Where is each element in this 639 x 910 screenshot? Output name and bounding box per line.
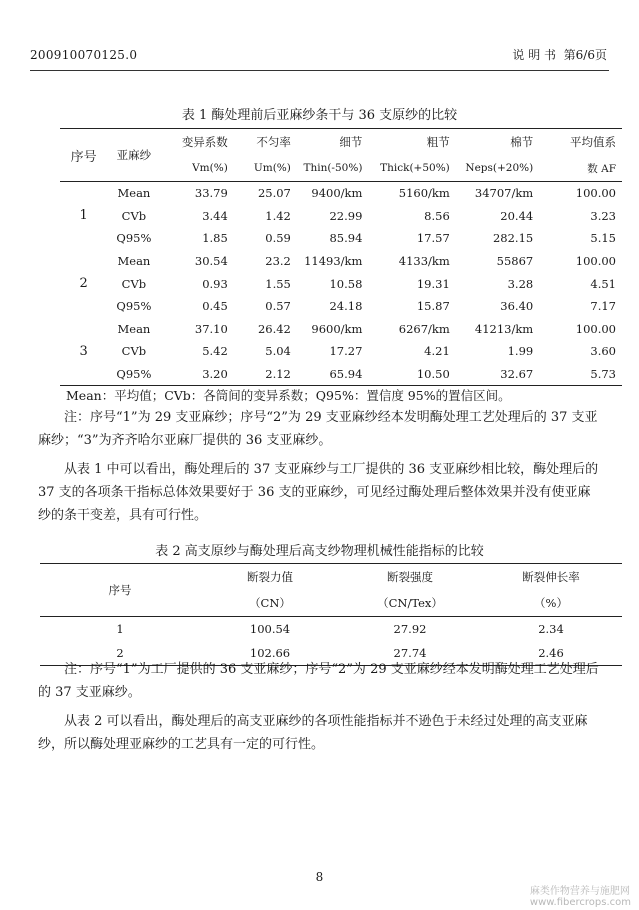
table2-header-top: 断裂力值 bbox=[247, 570, 293, 584]
table1-yarn-header: 亚麻纱 bbox=[107, 129, 160, 182]
table1-cell: 20.44 bbox=[500, 208, 534, 223]
table2-header-row-top bbox=[40, 564, 622, 591]
table-row bbox=[60, 295, 622, 318]
table1-cell: 3.20 bbox=[202, 367, 228, 382]
table-row bbox=[60, 363, 622, 386]
table2-header-top: 断裂伸长率 bbox=[522, 570, 580, 584]
table2-seq-header: 序号 bbox=[40, 564, 200, 617]
page-number: 8 bbox=[315, 870, 324, 884]
table1-seq-header: 序号 bbox=[60, 129, 107, 182]
table-row bbox=[60, 250, 622, 273]
table1-cell: 0.45 bbox=[202, 299, 228, 314]
table1-cell: 1.99 bbox=[507, 344, 534, 359]
table1-cell: 9400/km bbox=[311, 186, 363, 201]
table1-cell: 15.87 bbox=[416, 299, 450, 314]
table1-cell: 1.42 bbox=[265, 208, 291, 223]
table1 bbox=[60, 128, 622, 386]
table-row bbox=[60, 318, 622, 341]
table1-header-bottom: Thick(+50%) bbox=[362, 155, 449, 182]
table1-legend: Mean：平均值；CVb：各筒间的变异系数；Q95%：置信度 95%的置信区间。 bbox=[66, 388, 511, 403]
table1-cell: 23.2 bbox=[265, 254, 291, 269]
table1-cell: 5160/km bbox=[398, 186, 450, 201]
table2-seq-cell: 2 bbox=[116, 646, 124, 660]
table1-row-label: Q95% bbox=[116, 299, 152, 314]
table2-cell: 2.34 bbox=[538, 622, 564, 636]
table1-cell: 25.07 bbox=[257, 186, 291, 201]
table1-header-top: 变异系数 bbox=[181, 135, 228, 149]
table1-cell: 17.57 bbox=[416, 231, 450, 246]
header-right bbox=[512, 46, 607, 63]
table1-cell: 100.00 bbox=[575, 186, 616, 201]
table1-header-bottom: Thin(-50%) bbox=[291, 155, 363, 182]
table1-cell: 3.60 bbox=[590, 344, 616, 359]
table1-header-bottom: Neps(+20%) bbox=[450, 155, 533, 182]
table1-header-top: 粗节 bbox=[426, 135, 450, 149]
table-row bbox=[60, 272, 622, 295]
table2-header-top: 断裂强度 bbox=[387, 570, 433, 584]
table1-cell: 30.54 bbox=[194, 254, 228, 269]
header-rule bbox=[30, 70, 609, 71]
table1-cell: 10.58 bbox=[329, 276, 363, 291]
table1-cell: 282.15 bbox=[492, 231, 534, 246]
table1-cell: 0.57 bbox=[265, 299, 291, 314]
table1-row-label: Q95% bbox=[116, 367, 152, 382]
table1-cell: 55867 bbox=[496, 254, 534, 269]
table1-header-top: 平均值系 bbox=[570, 135, 616, 149]
table1-row-label: Mean bbox=[117, 186, 151, 201]
watermark-title: 麻类作物营养与施肥网 bbox=[529, 886, 630, 897]
table1-cell: 0.93 bbox=[202, 276, 228, 291]
table1-cell: 3.23 bbox=[590, 208, 616, 223]
table1-row-label: CVb bbox=[121, 276, 147, 291]
table1-cell: 24.18 bbox=[329, 299, 363, 314]
table1-cell: 100.00 bbox=[575, 254, 616, 269]
table1-cell: 10.50 bbox=[416, 367, 450, 382]
table1-header-top: 细节 bbox=[339, 135, 363, 149]
table1-cell: 26.42 bbox=[257, 321, 291, 336]
table1-header-bottom: Vm(%) bbox=[161, 155, 228, 182]
table2-caption: 表 2 高支原纱与酶处理后高支纱物理机械性能指标的比较 bbox=[155, 544, 484, 559]
table1-header-bottom: 数 AF bbox=[533, 155, 622, 182]
table1-cell: 3.44 bbox=[202, 208, 228, 223]
table1-cell: 5.73 bbox=[590, 367, 616, 382]
table2-cell: 2.46 bbox=[538, 646, 564, 660]
table2-header-bottom: （CN/Tex） bbox=[340, 590, 480, 617]
table1-row-label: Mean bbox=[117, 321, 151, 336]
table1-row-label: Q95% bbox=[116, 231, 152, 246]
table-row bbox=[60, 182, 622, 205]
table1-cell: 41213/km bbox=[474, 321, 534, 336]
section-title: 说 明 书 bbox=[512, 48, 557, 62]
table1-header-row-top bbox=[60, 129, 622, 156]
table2-seq-cell: 1 bbox=[116, 622, 124, 636]
table1-cell: 11493/km bbox=[304, 254, 363, 269]
table2-header-bottom: （%） bbox=[480, 590, 622, 617]
table1-cell: 19.31 bbox=[416, 276, 450, 291]
table1-cell: 37.10 bbox=[194, 321, 228, 336]
table-row bbox=[40, 617, 622, 642]
table1-cell: 3.28 bbox=[507, 276, 534, 291]
table2 bbox=[40, 563, 622, 666]
table1-cell: 65.94 bbox=[329, 367, 363, 382]
table1-cell: 9600/km bbox=[311, 321, 363, 336]
table1-row-label: CVb bbox=[121, 208, 147, 223]
table-row bbox=[60, 205, 622, 228]
table1-cell: 5.04 bbox=[265, 344, 291, 359]
table1-cell: 34707/km bbox=[474, 186, 534, 201]
table1-seq-cell: 2 bbox=[79, 276, 88, 292]
table1-cell: 7.17 bbox=[590, 299, 616, 314]
document-number: 200910070125.0 bbox=[30, 48, 138, 62]
table1-seq-cell: 3 bbox=[79, 343, 88, 359]
table1-cell: 4.51 bbox=[590, 276, 616, 291]
table-row bbox=[60, 227, 622, 250]
table1-header-top: 不匀率 bbox=[256, 135, 291, 149]
table1-cell: 4.21 bbox=[424, 344, 450, 359]
table2-cell: 27.74 bbox=[393, 646, 427, 660]
table1-header-top: 棉节 bbox=[510, 135, 534, 149]
table1-cell: 36.40 bbox=[500, 299, 534, 314]
table1-cell: 33.79 bbox=[194, 186, 228, 201]
table1-cell: 5.42 bbox=[202, 344, 228, 359]
watermark bbox=[530, 882, 631, 908]
page-indicator: 第6/6页 bbox=[563, 48, 607, 62]
table1-header-bottom: Um(%) bbox=[228, 155, 291, 182]
table1-cell: 85.94 bbox=[329, 231, 363, 246]
table1-cell: 4133/km bbox=[398, 254, 450, 269]
table1-row-label: CVb bbox=[121, 344, 147, 359]
table2-cell: 100.54 bbox=[249, 622, 291, 636]
table1-cell: 17.27 bbox=[329, 344, 363, 359]
table1-cell: 22.99 bbox=[329, 208, 363, 223]
table1-cell: 5.15 bbox=[590, 231, 616, 246]
table1-cell: 32.67 bbox=[500, 367, 534, 382]
table1-cell: 6267/km bbox=[398, 321, 450, 336]
table1-cell: 0.59 bbox=[265, 231, 291, 246]
table1-cell: 8.56 bbox=[424, 208, 450, 223]
table-row bbox=[60, 340, 622, 363]
table1-caption: 表 1 酶处理前后亚麻纱条干与 36 支原纱的比较 bbox=[181, 108, 458, 123]
table2-note: 注：序号“1”为工厂提供的 36 支亚麻纱；序号“2”为 29 支亚麻纱经本发明酶处理工艺处理后的 37 支亚麻纱。 bbox=[38, 662, 599, 700]
table1-cell: 1.85 bbox=[202, 231, 228, 246]
table2-header-bottom: （CN） bbox=[200, 590, 340, 617]
table1-cell: 2.12 bbox=[265, 367, 291, 382]
table1-seq-cell: 1 bbox=[79, 208, 88, 224]
table2-cell: 102.66 bbox=[249, 646, 291, 660]
paragraph-1: 从表 1 中可以看出，酶处理后的 37 支亚麻纱与工厂提供的 36 支亚麻纱相比较，酶处理后的 37 支的各项条干指标总体效果要好于 36 支的亚麻纱，可见经过酶处理后整体效果并没有使亚麻纱的条干变差，具有可行性。 bbox=[38, 462, 599, 523]
table1-cell: 100.00 bbox=[575, 321, 616, 336]
watermark-url: www.fibercrops.com bbox=[529, 897, 631, 908]
table1-cell: 1.55 bbox=[265, 276, 291, 291]
table1-note: 注：序号“1”为 29 支亚麻纱；序号“2”为 29 支亚麻纱经本发明酶处理工艺处理后的 37 支亚麻纱；“3”为齐齐哈尔亚麻厂提供的 36 支亚麻纱。 bbox=[38, 410, 598, 448]
table1-row-label: Mean bbox=[117, 254, 151, 269]
paragraph-2: 从表 2 可以看出，酶处理后的高支亚麻纱的各项性能指标并不逊色于未经过处理的高支亚麻纱，所以酶处理亚麻纱的工艺具有一定的可行性。 bbox=[38, 714, 588, 752]
table2-cell: 27.92 bbox=[393, 622, 427, 636]
